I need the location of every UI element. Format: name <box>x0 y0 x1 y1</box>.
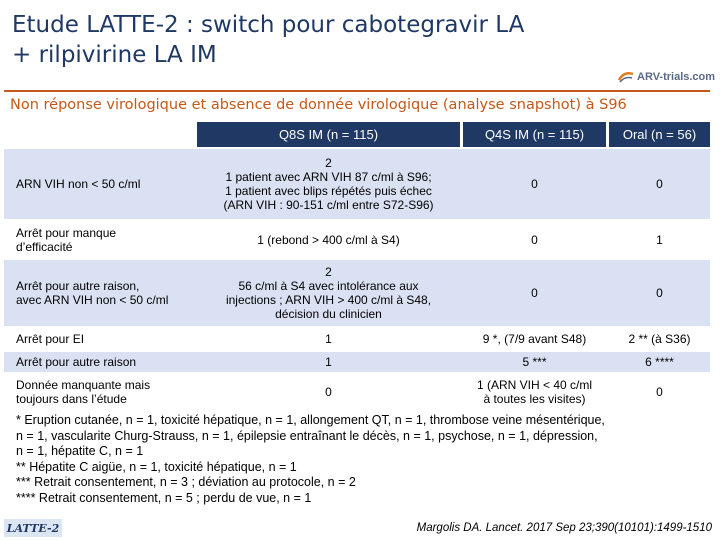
title-divider <box>4 90 710 92</box>
arv-trials-logo <box>618 68 715 86</box>
title-line-1: Etude LATTE-2 : switch pour cabotegravir LA <box>12 12 525 38</box>
row-q8s: 1 (rebond > 400 c/ml à S4) <box>257 233 400 247</box>
row-q4s: 0 <box>531 177 538 191</box>
footnotes <box>16 413 605 507</box>
slide-title <box>12 10 612 70</box>
row-q8s: 1 <box>325 355 332 369</box>
row-oral: 0 <box>656 286 663 300</box>
logo-swoosh-icon <box>618 71 634 83</box>
row-oral: 2 ** (à S36) <box>628 332 691 346</box>
logo-text: ARV-trials.com <box>637 71 716 83</box>
row-q4s: 5 *** <box>522 355 547 369</box>
footnote-line: n = 1, vascularite Churg-Strauss, n = 1, épilepsie entraînant le décès, n = 1, psychose, n = 1, dépression, <box>16 428 598 443</box>
row-q8s: 2 56 c/ml à S4 avec intolérance aux injections ; ARN VIH > 400 c/ml à S48, décision du clinicien <box>225 265 432 321</box>
row-label: Arrêt pour autre raison, avec ARN VIH non < 50 c/ml <box>16 279 169 307</box>
study-badge: LATTE-2 <box>4 519 62 537</box>
row-label: Arrêt pour autre raison <box>16 355 137 369</box>
row-q4s: 0 <box>531 233 538 247</box>
row-label: Arrêt pour manque d’efficacité <box>16 226 117 254</box>
footnote-line: **** Retrait consentement, n = 5 ; perdu de vue, n = 1 <box>16 490 312 505</box>
row-oral: 1 <box>656 233 663 247</box>
row-q4s: 0 <box>531 286 538 300</box>
row-label: Donnée manquante mais toujours dans l’étude <box>16 378 151 406</box>
footnote-line: ** Hépatite C aigüe, n = 1, toxicité hépatique, n = 1 <box>16 459 297 474</box>
header-q4s: Q4S IM (n = 115) <box>463 122 606 147</box>
title-line-2: + rilpivirine LA IM <box>12 42 217 68</box>
footnote-line: *** Retrait consentement, n = 3 ; déviation au protocole, n = 2 <box>16 475 356 490</box>
row-q8s: 2 1 patient avec ARN VIH 87 c/ml à S96; 1 patient avec blips répétés puis échec (ARN VIH : 90-151 c/ml entre S72-S96) <box>223 156 434 212</box>
row-q4s: 1 (ARN VIH < 40 c/ml à toutes les visites) <box>476 378 593 406</box>
row-oral: 0 <box>656 385 663 399</box>
row-q8s: 1 <box>325 332 332 346</box>
row-oral: 6 **** <box>645 355 674 369</box>
footnote-line: n = 1, hépatite C, n = 1 <box>16 444 144 459</box>
header-q8s: Q8S IM (n = 115) <box>197 122 460 147</box>
header-oral: Oral (n = 56) <box>609 122 710 147</box>
row-q8s: 0 <box>325 385 332 399</box>
row-q4s: 9 *, (7/9 avant S48) <box>482 332 587 346</box>
footnote-line: * Eruption cutanée, n = 1, toxicité hépatique, n = 1, allongement QT, n = 1, thrombose veine mésentérique, <box>16 413 605 427</box>
table-subtitle: Non réponse virologique et absence de donnée virologique (analyse snapshot) à S96 <box>10 97 627 113</box>
citation: Margolis DA. Lancet. 2017 Sep 23;390(10101):1499-1510 <box>416 522 712 534</box>
row-label: Arrêt pour EI <box>16 332 85 346</box>
row-label: ARN VIH non < 50 c/ml <box>16 177 141 191</box>
row-oral: 0 <box>656 177 663 191</box>
